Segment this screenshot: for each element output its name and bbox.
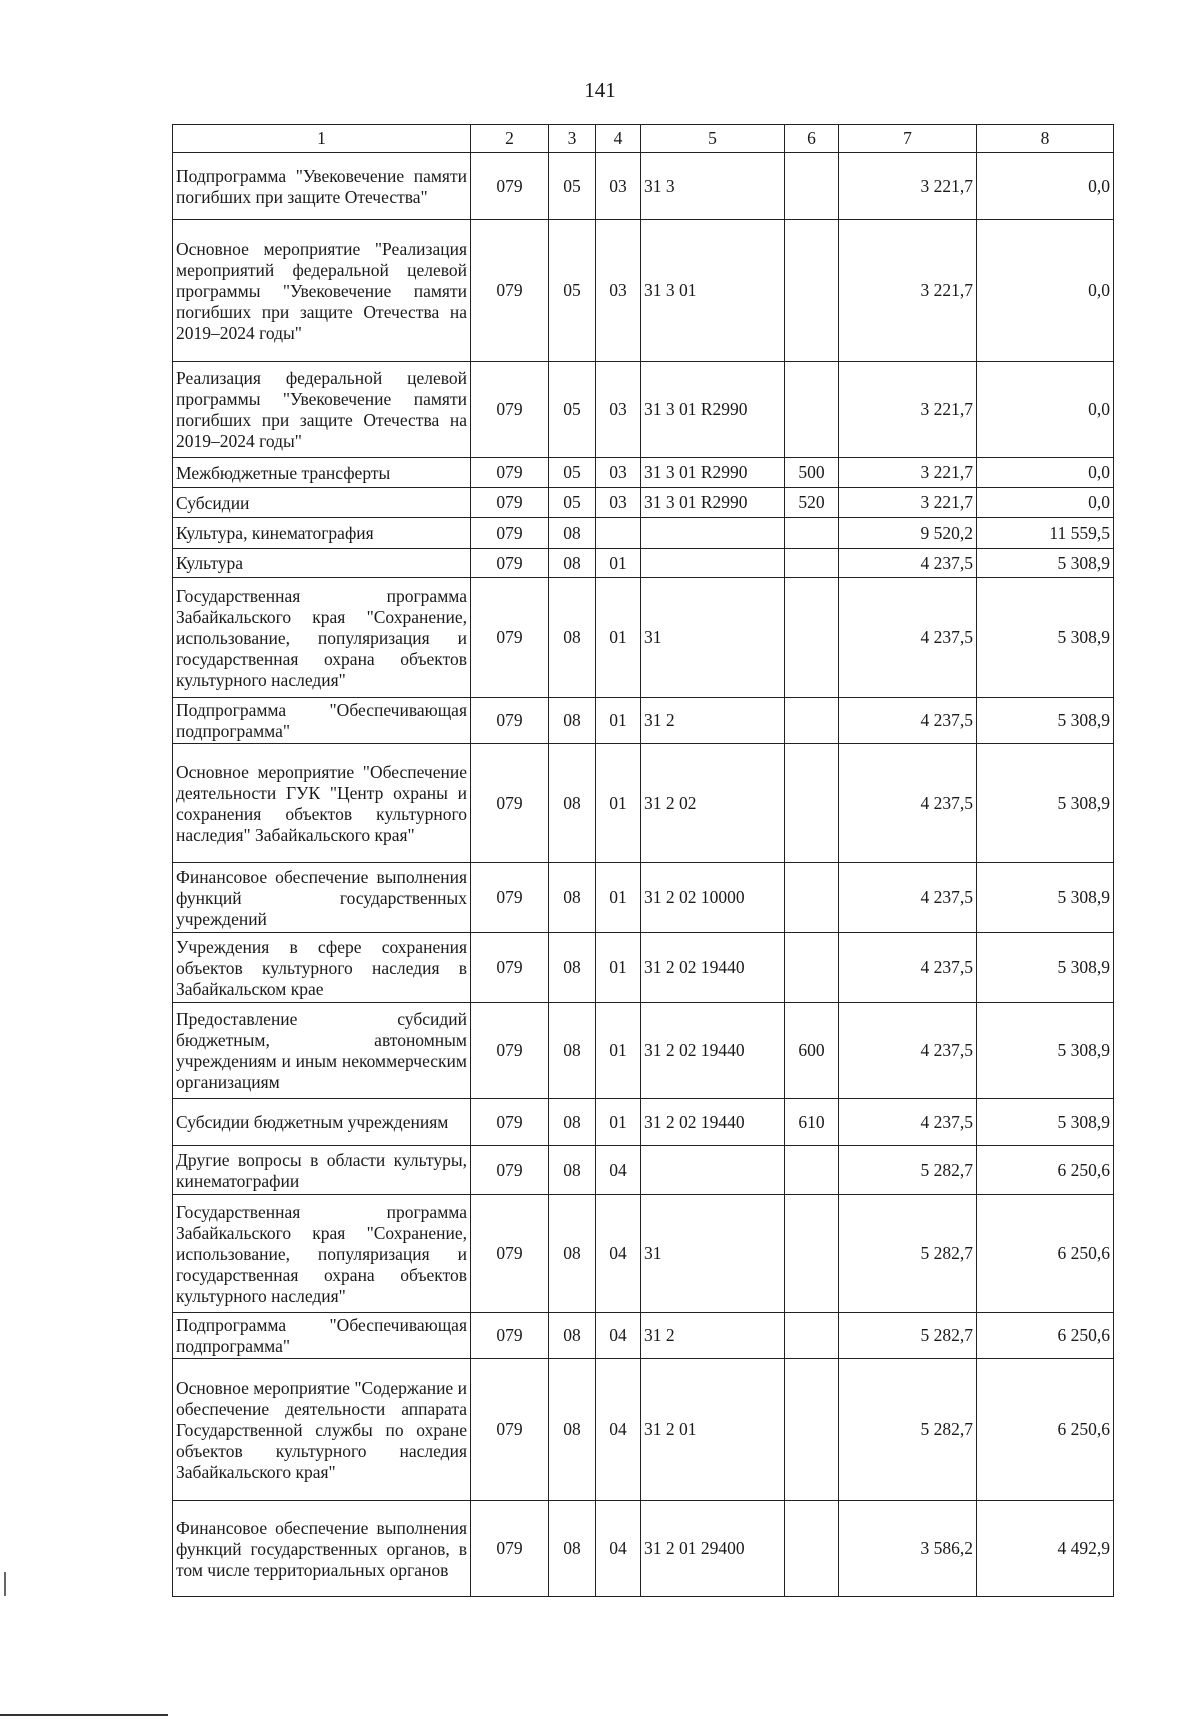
cell-target-code: 31 — [641, 578, 785, 698]
header-cell: 3 — [549, 125, 596, 153]
table-row — [173, 1313, 1114, 1359]
cell-amount-8: 0,0 — [977, 362, 1114, 458]
cell-ministry: 079 — [471, 578, 549, 698]
cell-section: 08 — [549, 549, 596, 578]
cell-target-code: 31 2 — [641, 1313, 785, 1359]
table-row — [173, 1501, 1114, 1597]
cell-expense-type — [785, 1501, 839, 1597]
table-row — [173, 1003, 1114, 1099]
cell-section: 08 — [549, 1313, 596, 1359]
table-row — [173, 153, 1114, 220]
budget-table — [172, 124, 1114, 1597]
cell-subsection: 04 — [596, 1195, 641, 1313]
table-row — [173, 458, 1114, 488]
cell-amount-7: 9 520,2 — [839, 518, 977, 549]
table-row — [173, 744, 1114, 863]
row-name: Другие вопросы в области культуры, кинематографии — [173, 1146, 471, 1195]
cell-target-code: 31 3 01 R2990 — [641, 458, 785, 488]
cell-ministry: 079 — [471, 220, 549, 362]
table-row — [173, 518, 1114, 549]
cell-amount-7: 4 237,5 — [839, 744, 977, 863]
cell-expense-type — [785, 549, 839, 578]
cell-amount-8: 5 308,9 — [977, 698, 1114, 744]
row-name: Финансовое обеспечение выполнения функций государственных органов, в том числе территориальных органов — [173, 1501, 471, 1597]
cell-ministry: 079 — [471, 1099, 549, 1146]
cell-section: 08 — [549, 744, 596, 863]
cell-section: 08 — [549, 1195, 596, 1313]
cell-subsection: 01 — [596, 933, 641, 1003]
table-row — [173, 1099, 1114, 1146]
cell-subsection: 01 — [596, 1099, 641, 1146]
cell-expense-type — [785, 698, 839, 744]
cell-subsection: 01 — [596, 744, 641, 863]
cell-section: 08 — [549, 1501, 596, 1597]
cell-expense-type — [785, 362, 839, 458]
cell-section: 08 — [549, 1003, 596, 1099]
cell-ministry: 079 — [471, 362, 549, 458]
header-cell: 5 — [641, 125, 785, 153]
cell-subsection: 01 — [596, 578, 641, 698]
cell-target-code — [641, 549, 785, 578]
row-name: Финансовое обеспечение выполнения функций государственных учреждений — [173, 863, 471, 933]
cell-section: 08 — [549, 933, 596, 1003]
row-name: Государственная программа Забайкальского края "Сохранение, использование, популяризация и государственная охрана объектов культурного наследия" — [173, 578, 471, 698]
cell-section: 08 — [549, 578, 596, 698]
cell-amount-8: 5 308,9 — [977, 1099, 1114, 1146]
cell-section: 05 — [549, 488, 596, 518]
cell-amount-8: 0,0 — [977, 488, 1114, 518]
table-row — [173, 863, 1114, 933]
table-row — [173, 933, 1114, 1003]
cell-subsection: 04 — [596, 1501, 641, 1597]
cell-target-code: 31 3 01 R2990 — [641, 362, 785, 458]
cell-amount-7: 3 221,7 — [839, 458, 977, 488]
cell-amount-8: 0,0 — [977, 220, 1114, 362]
cell-subsection: 03 — [596, 153, 641, 220]
header-cell: 6 — [785, 125, 839, 153]
cell-amount-8: 5 308,9 — [977, 1003, 1114, 1099]
cell-section: 08 — [549, 518, 596, 549]
cell-section: 08 — [549, 1359, 596, 1501]
cell-target-code: 31 2 02 19440 — [641, 1099, 785, 1146]
table-row — [173, 549, 1114, 578]
cell-subsection: 03 — [596, 220, 641, 362]
table-row — [173, 488, 1114, 518]
cell-subsection: 01 — [596, 1003, 641, 1099]
cell-expense-type — [785, 518, 839, 549]
header-cell: 1 — [173, 125, 471, 153]
cell-section: 05 — [549, 220, 596, 362]
cell-subsection: 04 — [596, 1359, 641, 1501]
cell-expense-type — [785, 578, 839, 698]
cell-ministry: 079 — [471, 1003, 549, 1099]
cell-amount-7: 3 586,2 — [839, 1501, 977, 1597]
row-name: Основное мероприятие "Содержание и обеспечение деятельности аппарата Государственной службы по охране объектов культурного наследия Забайкальского края" — [173, 1359, 471, 1501]
row-name: Культура, кинематография — [173, 518, 471, 549]
table-row — [173, 362, 1114, 458]
cell-expense-type — [785, 1195, 839, 1313]
cell-ministry: 079 — [471, 549, 549, 578]
cell-amount-7: 4 237,5 — [839, 933, 977, 1003]
row-name: Подпрограмма "Обеспечивающая подпрограмма" — [173, 698, 471, 744]
cell-amount-7: 4 237,5 — [839, 549, 977, 578]
row-name: Субсидии — [173, 488, 471, 518]
cell-amount-7: 5 282,7 — [839, 1195, 977, 1313]
cell-amount-8: 0,0 — [977, 153, 1114, 220]
cell-target-code: 31 3 01 R2990 — [641, 488, 785, 518]
cell-expense-type — [785, 1146, 839, 1195]
cell-target-code — [641, 518, 785, 549]
cell-target-code: 31 2 02 10000 — [641, 863, 785, 933]
cell-subsection: 04 — [596, 1146, 641, 1195]
cell-target-code: 31 3 01 — [641, 220, 785, 362]
cell-ministry: 079 — [471, 153, 549, 220]
cell-section: 08 — [549, 863, 596, 933]
cell-ministry: 079 — [471, 1501, 549, 1597]
cell-subsection — [596, 518, 641, 549]
cell-amount-7: 4 237,5 — [839, 863, 977, 933]
cell-expense-type: 500 — [785, 458, 839, 488]
cell-ministry: 079 — [471, 1146, 549, 1195]
cell-ministry: 079 — [471, 744, 549, 863]
header-cell: 8 — [977, 125, 1114, 153]
cell-section: 08 — [549, 1146, 596, 1195]
cell-amount-7: 3 221,7 — [839, 362, 977, 458]
cell-ministry: 079 — [471, 863, 549, 933]
cell-expense-type — [785, 863, 839, 933]
cell-amount-8: 0,0 — [977, 458, 1114, 488]
row-name: Межбюджетные трансферты — [173, 458, 471, 488]
cell-expense-type — [785, 933, 839, 1003]
cell-amount-8: 6 250,6 — [977, 1359, 1114, 1501]
cell-expense-type — [785, 153, 839, 220]
cell-ministry: 079 — [471, 488, 549, 518]
row-name: Субсидии бюджетным учреждениям — [173, 1099, 471, 1146]
cell-target-code: 31 2 02 19440 — [641, 1003, 785, 1099]
cell-section: 08 — [549, 1099, 596, 1146]
cell-subsection: 01 — [596, 863, 641, 933]
cell-ministry: 079 — [471, 518, 549, 549]
row-name: Государственная программа Забайкальского края "Сохранение, использование, популяризация и государственная охрана объектов культурного наследия" — [173, 1195, 471, 1313]
cell-target-code — [641, 1146, 785, 1195]
cell-subsection: 04 — [596, 1313, 641, 1359]
table-row — [173, 578, 1114, 698]
cell-subsection: 03 — [596, 488, 641, 518]
header-cell: 4 — [596, 125, 641, 153]
row-name: Основное мероприятие "Обеспечение деятельности ГУК "Центр охраны и сохранения объектов культурного наследия" Забайкальского края" — [173, 744, 471, 863]
cell-amount-7: 5 282,7 — [839, 1146, 977, 1195]
cell-amount-8: 4 492,9 — [977, 1501, 1114, 1597]
table-row — [173, 220, 1114, 362]
cell-amount-7: 4 237,5 — [839, 698, 977, 744]
cell-amount-7: 3 221,7 — [839, 220, 977, 362]
cell-expense-type — [785, 1359, 839, 1501]
cell-amount-8: 5 308,9 — [977, 863, 1114, 933]
cell-target-code: 31 2 01 29400 — [641, 1501, 785, 1597]
cell-ministry: 079 — [471, 1313, 549, 1359]
header-cell: 7 — [839, 125, 977, 153]
cell-subsection: 01 — [596, 549, 641, 578]
cell-amount-8: 6 250,6 — [977, 1195, 1114, 1313]
cell-amount-8: 6 250,6 — [977, 1146, 1114, 1195]
cell-amount-8: 11 559,5 — [977, 518, 1114, 549]
table-row — [173, 1195, 1114, 1313]
cell-amount-8: 5 308,9 — [977, 744, 1114, 863]
row-name: Основное мероприятие "Реализация мероприятий федеральной целевой программы "Увековечение памяти погибших при защите Отечества на 2019–2024 годы" — [173, 220, 471, 362]
cell-section: 05 — [549, 153, 596, 220]
cell-subsection: 01 — [596, 698, 641, 744]
cell-expense-type: 610 — [785, 1099, 839, 1146]
row-name: Подпрограмма "Обеспечивающая подпрограмма" — [173, 1313, 471, 1359]
cell-target-code: 31 2 02 — [641, 744, 785, 863]
row-name: Культура — [173, 549, 471, 578]
cell-amount-8: 5 308,9 — [977, 578, 1114, 698]
cell-amount-7: 4 237,5 — [839, 578, 977, 698]
cell-ministry: 079 — [471, 1195, 549, 1313]
cell-section: 05 — [549, 362, 596, 458]
row-name: Реализация федеральной целевой программы "Увековечение памяти погибших при защите Отечества на 2019–2024 годы" — [173, 362, 471, 458]
row-name: Предоставление субсидий бюджетным, автономным учреждениям и иным некоммерческим организациям — [173, 1003, 471, 1099]
cell-target-code: 31 2 — [641, 698, 785, 744]
cell-amount-8: 5 308,9 — [977, 933, 1114, 1003]
header-cell: 2 — [471, 125, 549, 153]
cell-amount-7: 5 282,7 — [839, 1313, 977, 1359]
cell-target-code: 31 2 02 19440 — [641, 933, 785, 1003]
cell-expense-type: 520 — [785, 488, 839, 518]
cell-amount-7: 3 221,7 — [839, 488, 977, 518]
scan-margin-mark — [4, 1572, 6, 1596]
cell-expense-type: 600 — [785, 1003, 839, 1099]
table-row — [173, 1359, 1114, 1501]
cell-target-code: 31 — [641, 1195, 785, 1313]
cell-section: 08 — [549, 698, 596, 744]
cell-ministry: 079 — [471, 698, 549, 744]
header-row — [173, 125, 1114, 153]
cell-target-code: 31 2 01 — [641, 1359, 785, 1501]
cell-target-code: 31 3 — [641, 153, 785, 220]
cell-ministry: 079 — [471, 1359, 549, 1501]
cell-expense-type — [785, 1313, 839, 1359]
page-number: 141 — [584, 78, 616, 102]
cell-subsection: 03 — [596, 362, 641, 458]
table-row — [173, 698, 1114, 744]
cell-amount-7: 5 282,7 — [839, 1359, 977, 1501]
row-name: Учреждения в сфере сохранения объектов культурного наследия в Забайкальском крае — [173, 933, 471, 1003]
footer-rule — [0, 1714, 168, 1716]
cell-expense-type — [785, 744, 839, 863]
table-row — [173, 1146, 1114, 1195]
cell-section: 05 — [549, 458, 596, 488]
row-name: Подпрограмма "Увековечение памяти погибших при защите Отечества" — [173, 153, 471, 220]
cell-ministry: 079 — [471, 458, 549, 488]
cell-amount-8: 6 250,6 — [977, 1313, 1114, 1359]
cell-amount-7: 4 237,5 — [839, 1099, 977, 1146]
cell-amount-7: 3 221,7 — [839, 153, 977, 220]
cell-amount-8: 5 308,9 — [977, 549, 1114, 578]
cell-subsection: 03 — [596, 458, 641, 488]
cell-expense-type — [785, 220, 839, 362]
cell-amount-7: 4 237,5 — [839, 1003, 977, 1099]
cell-ministry: 079 — [471, 933, 549, 1003]
